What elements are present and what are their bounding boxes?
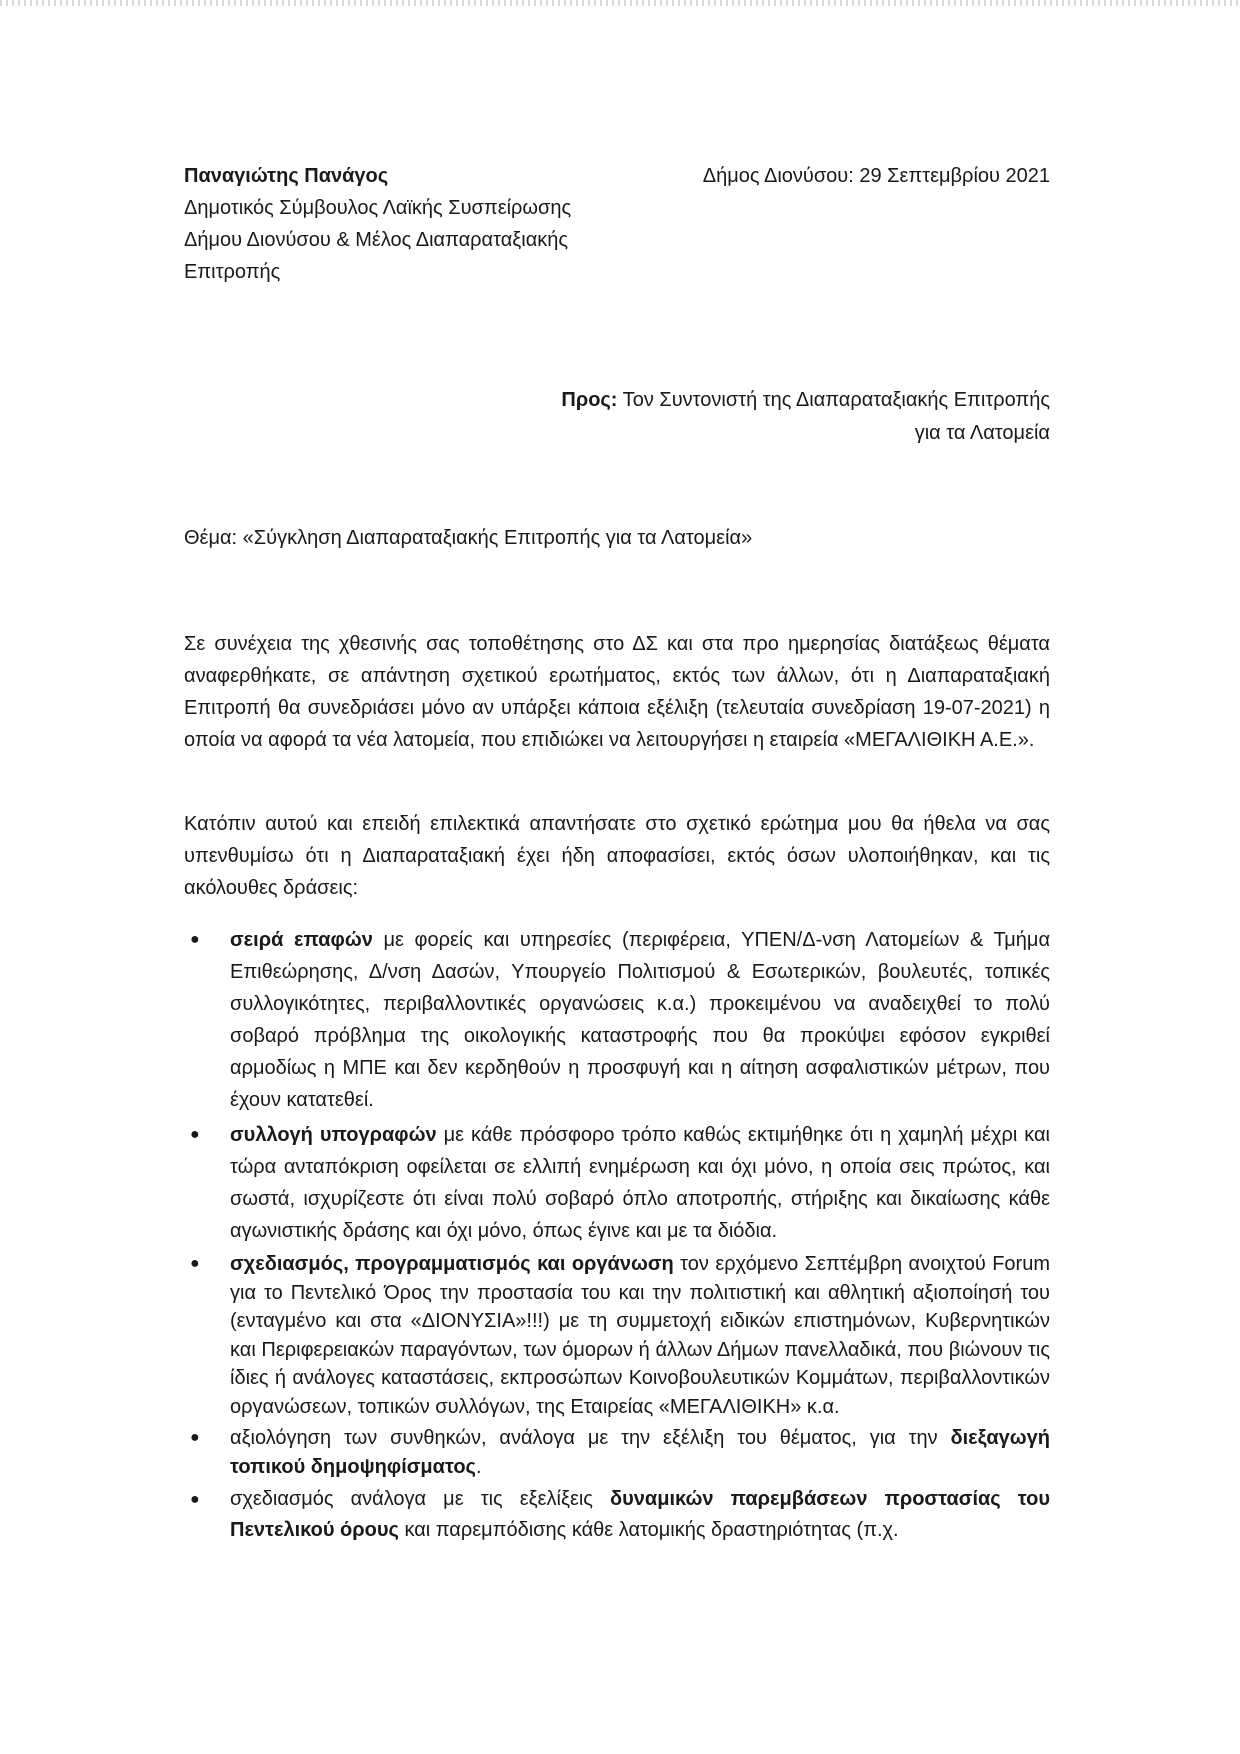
list-item (184, 1484, 1050, 1546)
sender-title-line3: Επιτροπής (184, 261, 281, 283)
list-item-text: με φορείς και υπηρεσίες (περιφέρεια, ΥΠΕΝ/Δ-νση Λατομείων & Τμήμα Επιθεώρησης, Δ/νση Δασών, Υπουργείο Πολιτισμού & Εσωτερικών, βουλευτές, τοπικές συλλογικότητες, περιβαλλοντικές οργανώσεις κ.α.) προκειμένου να αναδειχθεί το πολύ σοβαρό πρόβλημα της οικολογικής καταστροφής που θα προκύψει εφόσον εγκριθεί αρμοδίως η ΜΠΕ και δεν κερδηθούν η προσφυγή και η αίτηση ασφαλιστικών μέτρων, που έχουν κατατεθεί. (230, 929, 1051, 1111)
bullet-icon: ● (190, 1491, 200, 1508)
list-item-text: . (475, 1455, 482, 1478)
subject-line: Θέμα: «Σύγκληση Διαπαραταξιακής Επιτροπής για τα Λατομεία» (184, 527, 753, 549)
recipient-block (561, 384, 1050, 450)
recipient-label: Προς: (561, 389, 618, 411)
body-paragraph-2: Κατόπιν αυτού και επειδή επιλεκτικά απαντήσατε στο σχετικό ερώτημα μου θα ήθελα να σας υπενθυμίσω ότι η Διαπαραταξιακή έχει ήδη αποφασίσει, εκτός όσων υλοποιήθηκαν, και τις ακόλουθες δράσεις: (184, 813, 1050, 899)
bullet-icon: ● (190, 1126, 200, 1143)
recipient-line1: Τον Συντονιστή της Διαπαραταξιακής Επιτροπής (622, 389, 1050, 411)
sender-title-line1: Δημοτικός Σύμβουλος Λαϊκής Συσπείρωσης (184, 197, 572, 219)
list-item-bold: συλλογή υπογραφών (230, 1124, 437, 1146)
bullet-icon: ● (190, 1429, 200, 1446)
bullet-icon: ● (190, 1255, 200, 1272)
list-item (184, 1424, 1050, 1481)
list-item-text: σχεδιασμός ανάλογα με τις εξελίξεις (230, 1488, 611, 1510)
list-item-text: με κάθε πρόσφορο τρόπο καθώς εκτιμήθηκε ότι η χαμηλή μέχρι και τώρα ανταπόκριση οφείλεται σε ελλιπή ενημέρωση και όχι μόνο, η οποία σεις πρώτος, και σωστά, ισχυρίζεστε ότι είναι πολύ σοβαρό όπλο αποτροπής, στήριξης και δικαίωσης κάθε αγωνιστικής δράσης και όχι μόνο, όπως έγινε και με τα διόδια. (230, 1124, 1050, 1242)
recipient-line2: για τα Λατομεία (914, 422, 1050, 444)
list-item-bold: διεξαγωγή τοπικού δημοψηφίσματος (230, 1427, 1050, 1478)
sender-title-line2: Δήμου Διονύσου & Μέλος Διαπαραταξιακής (184, 229, 569, 251)
list-item (184, 924, 1050, 1116)
list-item (184, 1250, 1050, 1421)
list-item-text: και παρεμπόδισης κάθε λατομικής δραστηριότητας (π.χ. (398, 1519, 899, 1541)
body-paragraph-1: Σε συνέχεια της χθεσινής σας τοποθέτησης στο ΔΣ και στα προ ημερησίας διατάξεως θέματα αναφερθήκατε, σε απάντηση σχετικού ερωτήματος, εκτός των άλλων, ότι η Διαπαραταξιακή Επιτροπή θα συνεδριάσει μόνο αν υπάρξει κάποια εξέλιξη (τελευταία συνεδρίαση 19-07-2021) η οποία να αφορά τα νέα λατομεία, που επιδιώκει να λειτουργήσει η εταιρεία «ΜΕΓΑΛΙΘΙΚΗ Α.Ε.». (184, 633, 1050, 751)
list-item-bold: σειρά επαφών (230, 929, 373, 951)
scan-top-edge (0, 0, 1240, 6)
list-item-text: αξιολόγηση των συνθηκών, ανάλογα με την εξέλιξη του θέματος, για την (230, 1427, 951, 1449)
list-item-bold: δυναμικών παρεμβάσεων προστασίας του Πεντελικού όρους (230, 1488, 1050, 1541)
place-and-date: Δήμος Διονύσου: 29 Σεπτεμβρίου 2021 (702, 165, 1050, 187)
list-item (184, 1119, 1050, 1247)
list-item-text: τον ερχόμενο Σεπτέμβρη ανοιχτού Forum για το Πεντελικό Όρος την προστασία του και την πολιτιστική και αθλητική αξιοποίησή του (ενταγμένο και στα «ΔΙΟΝΥΣΙΑ»!!!) με τη συμμετοχή ειδικών επιστημόνων, Κυβερνητικών και Περιφερειακών παραγόντων, των όμορων ή άλλων Δήμων πανελλαδικά, που βιώνουν τις ίδιες ή ανάλογες καταστάσεις, εκπροσώπων Κοινοβουλευτικών Κομμάτων, περιβαλλοντικών οργανώσεων, τοπικών συλλόγων, της Εταιρείας «ΜΕΓΑΛΙΘΙΚΗ» κ.α. (230, 1253, 1050, 1418)
sender-name: Παναγιώτης Πανάγος (184, 165, 389, 187)
bullet-icon: ● (190, 931, 200, 948)
sender-block (184, 160, 571, 288)
actions-list (184, 924, 1050, 1549)
list-item-bold: σχεδιασμός, προγραμματισμός και οργάνωση (230, 1253, 674, 1275)
